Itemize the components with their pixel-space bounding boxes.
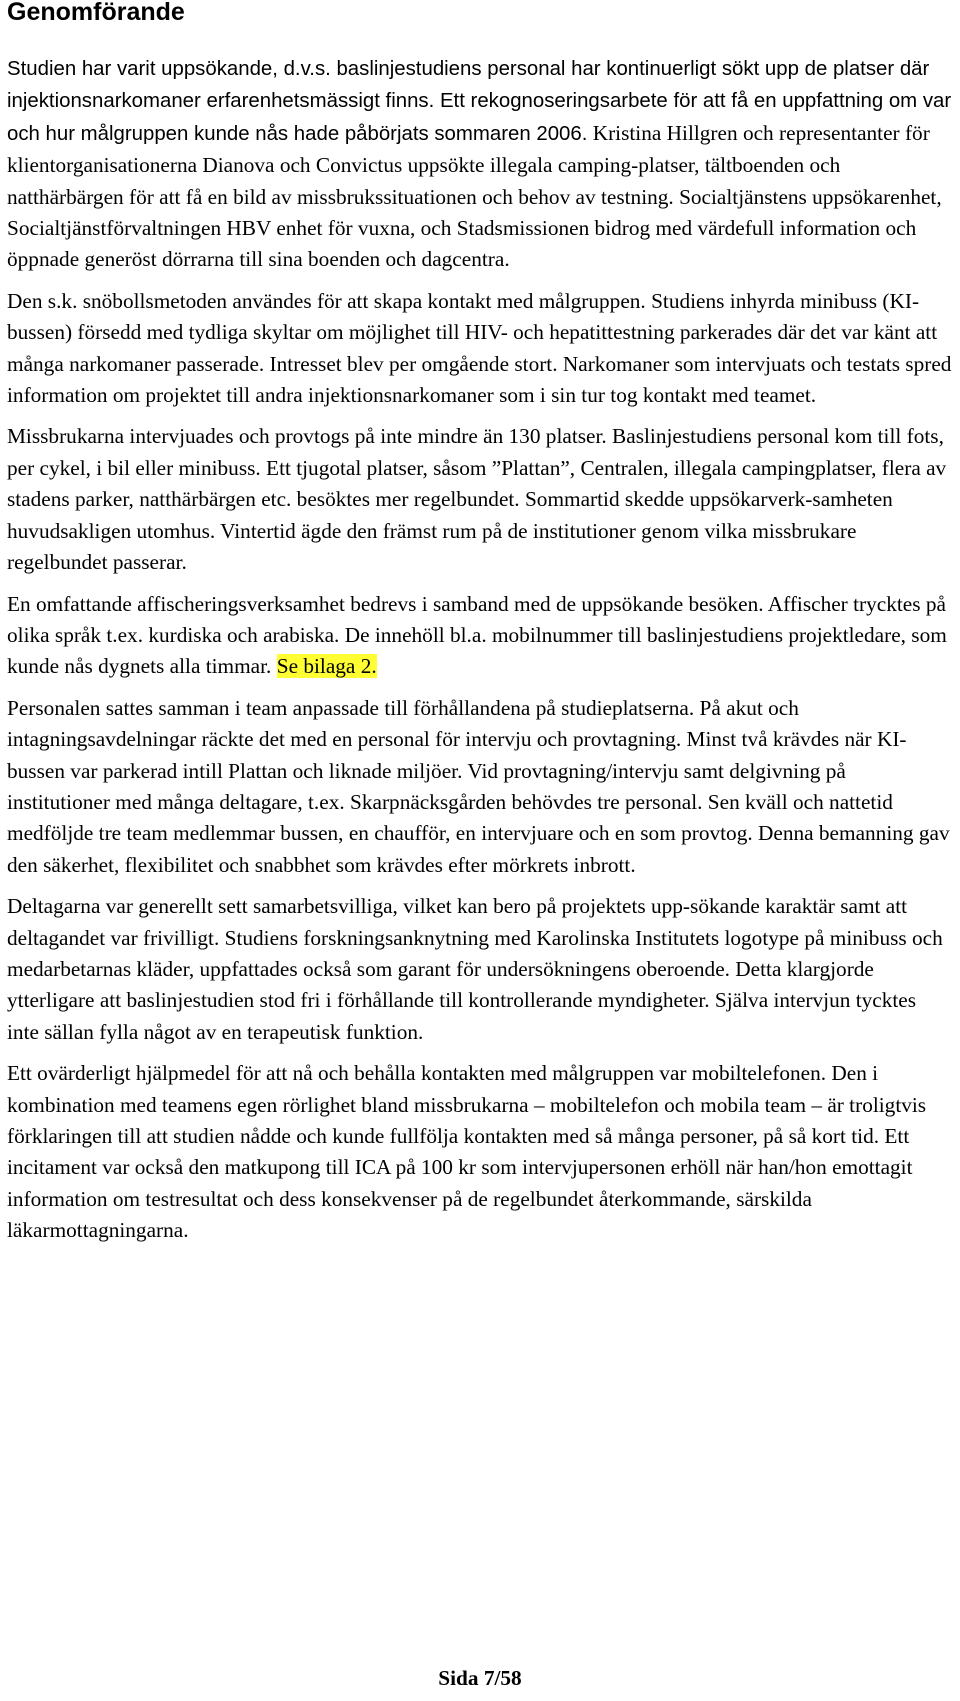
section-heading: Genomförande bbox=[7, 0, 185, 26]
paragraph-2: Den s.k. snöbollsmetoden användes för att skapa kontakt med målgruppen. Studiens inhyrda minibuss (KI-bussen) försedd med tydliga skyltar om möjlighet till HIV- och hepatittestning parkerades där det var känt att många narkomaner passerade. Intresset blev per omgående stort. Narkomaner som intervjuats och testats spred information om projektet till andra injektionsnarkomaner som i sin tur tog kontakt med teamet. bbox=[7, 288, 952, 408]
paragraph-5: Personalen sattes samman i team anpassade till förhållandena på studieplatserna. På akut och intagningsavdelningar räckte det med en personal för intervju och provtagning. Minst två krävdes när KI-bussen var parkerad intill Plattan och liknade miljöer. Vid provtagning/intervju samt delgivning på institutioner med många deltagare, t.ex. Skarpnäcksgården behövdes tre personal. Sen kväll och nattetid medföljde tre team medlemmar bussen, en chaufför, en intervjuare och en som provtog. Denna bemanning gav den säkerhet, flexibilitet och snabbhet som krävdes efter mörkrets inbrott. bbox=[7, 695, 950, 877]
document-page bbox=[7, 0, 953, 1257]
paragraph-1-serif-text: Kristina Hillgren och representanter för klientorganisationerna Dianova och Convictus uppsökte illegala camping-platser, tältboenden och natthärbärgen för att få en bild av missbrukssituationen och behov av testning. Socialtjänstens uppsökarenhet, Socialtjänstförvaltningen HBV enhet för vuxna, och Stadsmissionen bidrog med värdefull information och öppnade generöst dörrarna till sina boenden och dagcentra. bbox=[7, 120, 942, 272]
paragraph-4 bbox=[7, 589, 953, 683]
paragraph-7: Ett ovärderligt hjälpmedel för att nå och behålla kontakten med målgruppen var mobiltelefonen. Den i kombination med teamens egen rörlighet bland missbrukarna – mobiltelefon och mobila team – är troligtvis förklaringen till att studien nådde och kunde fullfölja kontakten med så många personer, på så kort tid. Ett incitament var också den matkupong till ICA på 100 kr som intervjupersonen erhöll när han/hon emottagit information om testresultat och dess konsekvenser på de regelbundet återkommande, särskilda läkarmottagningarna. bbox=[7, 1061, 927, 1243]
paragraph-6: Deltagarna var generellt sett samarbetsvilliga, vilket kan bero på projektets upp-sökande karaktär samt att deltagandet var frivilligt. Studiens forskningsanknytning med Karolinska Institutets logotype på minibuss och medarbetarnas kläder, uppfattades också som garant för undersökningens oberoende. Detta klargjorde ytterligare att baslinjestudien stod fri i förhållande till kontrollerande myndigheter. Själva intervjun tycktes inte sällan fylla något av en terapeutisk funktion. bbox=[7, 894, 943, 1044]
appendix-reference-highlight: Se bilaga 2. bbox=[276, 654, 377, 679]
paragraph-4-text: En omfattande affischeringsverksamhet bedrevs i samband med de uppsökande besöken. Affischer trycktes på olika språk t.ex. kurdiska och arabiska. De innehöll bl.a. mobilnummer till baslinjestudiens projektledare, som kunde nås dygnets alla timmar. bbox=[7, 591, 947, 679]
paragraph-3: Missbrukarna intervjuades och provtogs på inte mindre än 130 platser. Baslinjestudiens personal kom till fots, per cykel, i bil eller minibuss. Ett tjugotal platser, såsom ”Plattan”, Centralen, illegala campingplatser, flera av stadens parker, natthärbärgen etc. besöktes mer regelbundet. Sommartid skedde uppsökarverk-samheten huvudsakligen utomhus. Vintertid ägde den främst rum på de institutioner genom vilka missbrukare regelbundet passerar. bbox=[7, 424, 947, 575]
paragraph-1-sans-text: Studien har varit uppsökande, d.v.s. baslinjestudiens personal har kontinuerligt sökt upp de platser där injektionsnarkomaner erfarenhetsmässigt finns. Ett rekognoseringsarbete för att få en uppfattning om var och hur målgruppen kunde nås hade påbörjats sommaren 2006. bbox=[7, 58, 952, 145]
paragraph-1 bbox=[7, 53, 953, 276]
page-number-footer: Sida 7/58 bbox=[438, 1666, 522, 1690]
